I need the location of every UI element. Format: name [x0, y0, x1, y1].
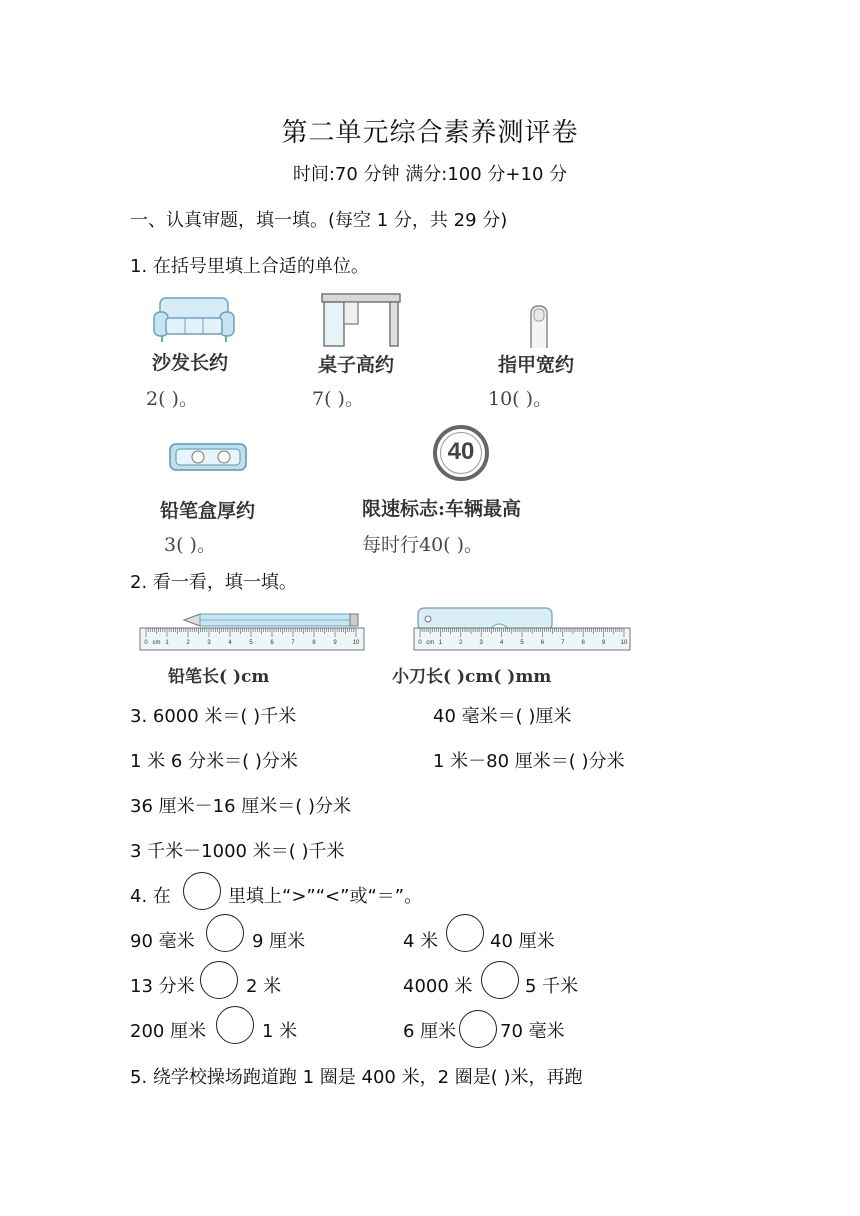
q4-item-6-right: 70 毫米 [500, 1021, 565, 1042]
compare-circle-5[interactable] [216, 1006, 254, 1044]
page-subtitle: 时间:70 分钟 满分:100 分+10 分 [292, 164, 568, 185]
compare-circle-3[interactable] [200, 961, 238, 999]
ruler-tick-label: 7 [291, 640, 295, 646]
fingernail-label: 指甲宽约 [498, 354, 575, 376]
q3-row-1-right: 40 毫米＝( )厘米 [433, 706, 572, 727]
ruler-tick-label: 1 [165, 640, 169, 646]
ruler-tick-label: 10 [620, 640, 628, 646]
ruler-tick-label: 5 [520, 640, 524, 646]
ruler-tick-label: 3 [479, 640, 483, 646]
q4-item-3-left: 13 分米 [130, 976, 195, 997]
sofa-answer: 2( )。 [146, 388, 198, 410]
ruler-unit-label: cm [152, 640, 161, 646]
speed-limit-value: 40 [447, 438, 475, 465]
ruler-tick-label: 4 [228, 640, 232, 646]
ruler-tick-label: 9 [333, 640, 337, 646]
question-5-text: 5. 绕学校操场跑道跑 1 圈是 400 米，2 圈是( )米，再跑 [130, 1067, 583, 1088]
q3-row-4-left: 3 千米－1000 米＝( )千米 [130, 841, 345, 862]
compare-circle-6[interactable] [459, 1010, 497, 1048]
fingernail-answer: 10( )。 [488, 388, 553, 410]
question-4-prompt-start: 4. 在 [130, 886, 171, 907]
pencil-box-icon [168, 440, 248, 474]
desk-answer: 7( )。 [312, 388, 364, 410]
q4-item-1-left: 90 毫米 [130, 931, 195, 952]
q4-item-4-left: 4000 米 [403, 976, 473, 997]
desk-icon [320, 292, 402, 348]
ruler-tick-label: 6 [540, 640, 545, 646]
sofa-label: 沙发长约 [152, 352, 229, 374]
pencil-length-label: 铅笔长( )cm [168, 667, 270, 687]
q4-item-5-left: 200 厘米 [130, 1021, 207, 1042]
finger-icon [528, 304, 550, 350]
compare-circle-4[interactable] [481, 961, 519, 999]
q3-row-2-right: 1 米－80 厘米＝( )分米 [433, 751, 625, 772]
ruler-tick-label: 5 [249, 640, 253, 646]
ruler-tick-label: 2 [459, 640, 463, 646]
question-1-prompt: 1. 在括号里填上合适的单位。 [130, 256, 369, 277]
ruler-tick-label: 8 [312, 640, 316, 646]
speed-sign-answer: 每时行40( )。 [362, 534, 484, 556]
q4-item-4-right: 5 千米 [525, 976, 579, 997]
ruler-tick-label: 6 [270, 640, 274, 646]
ruler-tick-label: 7 [561, 640, 565, 646]
compare-circle-1[interactable] [206, 914, 244, 952]
q4-item-1-right: 9 厘米 [252, 931, 306, 952]
question-2-prompt: 2. 看一看，填一填。 [130, 572, 297, 593]
ruler-tick-label: 8 [581, 640, 585, 646]
ruler-tick-label: 3 [207, 640, 211, 646]
ruler-unit-label: cm [426, 640, 435, 646]
q4-item-6-left: 6 厘米 [403, 1021, 457, 1042]
pencil-box-label: 铅笔盒厚约 [160, 500, 256, 522]
compare-circle-example [183, 872, 221, 910]
q3-row-3-left: 36 厘米－16 厘米＝( )分米 [130, 796, 352, 817]
desk-label: 桌子高约 [318, 354, 395, 376]
ruler-tick-label: 0 [144, 640, 148, 646]
section-heading: 一、认真审题，填一填。(每空 1 分，共 29 分) [130, 210, 508, 231]
sofa-icon [152, 296, 236, 344]
pencil-box-answer: 3( )。 [164, 534, 216, 556]
question-4-prompt-end: 里填上“>”“<”或“＝”。 [228, 886, 423, 907]
ruler-tick-label: 0 [418, 640, 422, 646]
q4-item-5-right: 1 米 [262, 1021, 298, 1042]
knife-ruler-figure [414, 606, 630, 652]
q4-item-3-right: 2 米 [246, 976, 282, 997]
ruler-tick-label: 9 [601, 640, 606, 646]
q3-row-1-left: 3. 6000 米＝( )千米 [130, 706, 297, 727]
ruler-tick-label: 2 [186, 640, 190, 646]
q3-row-2-left: 1 米 6 分米＝( )分米 [130, 751, 298, 772]
ruler-tick-label: 10 [352, 640, 360, 646]
q4-item-2-left: 4 米 [403, 931, 439, 952]
ruler-tick-label: 4 [499, 640, 504, 646]
pencil-ruler-figure [140, 606, 364, 652]
page-title: 第二单元综合素养测评卷 [281, 118, 579, 148]
q4-item-2-right: 40 厘米 [490, 931, 555, 952]
speed-sign-label: 限速标志:车辆最高 [362, 498, 522, 520]
speed-limit-sign-icon [433, 425, 489, 481]
ruler-tick-label: 1 [438, 640, 443, 646]
compare-circle-2[interactable] [446, 914, 484, 952]
knife-length-label: 小刀长( )cm( )mm [392, 667, 552, 687]
